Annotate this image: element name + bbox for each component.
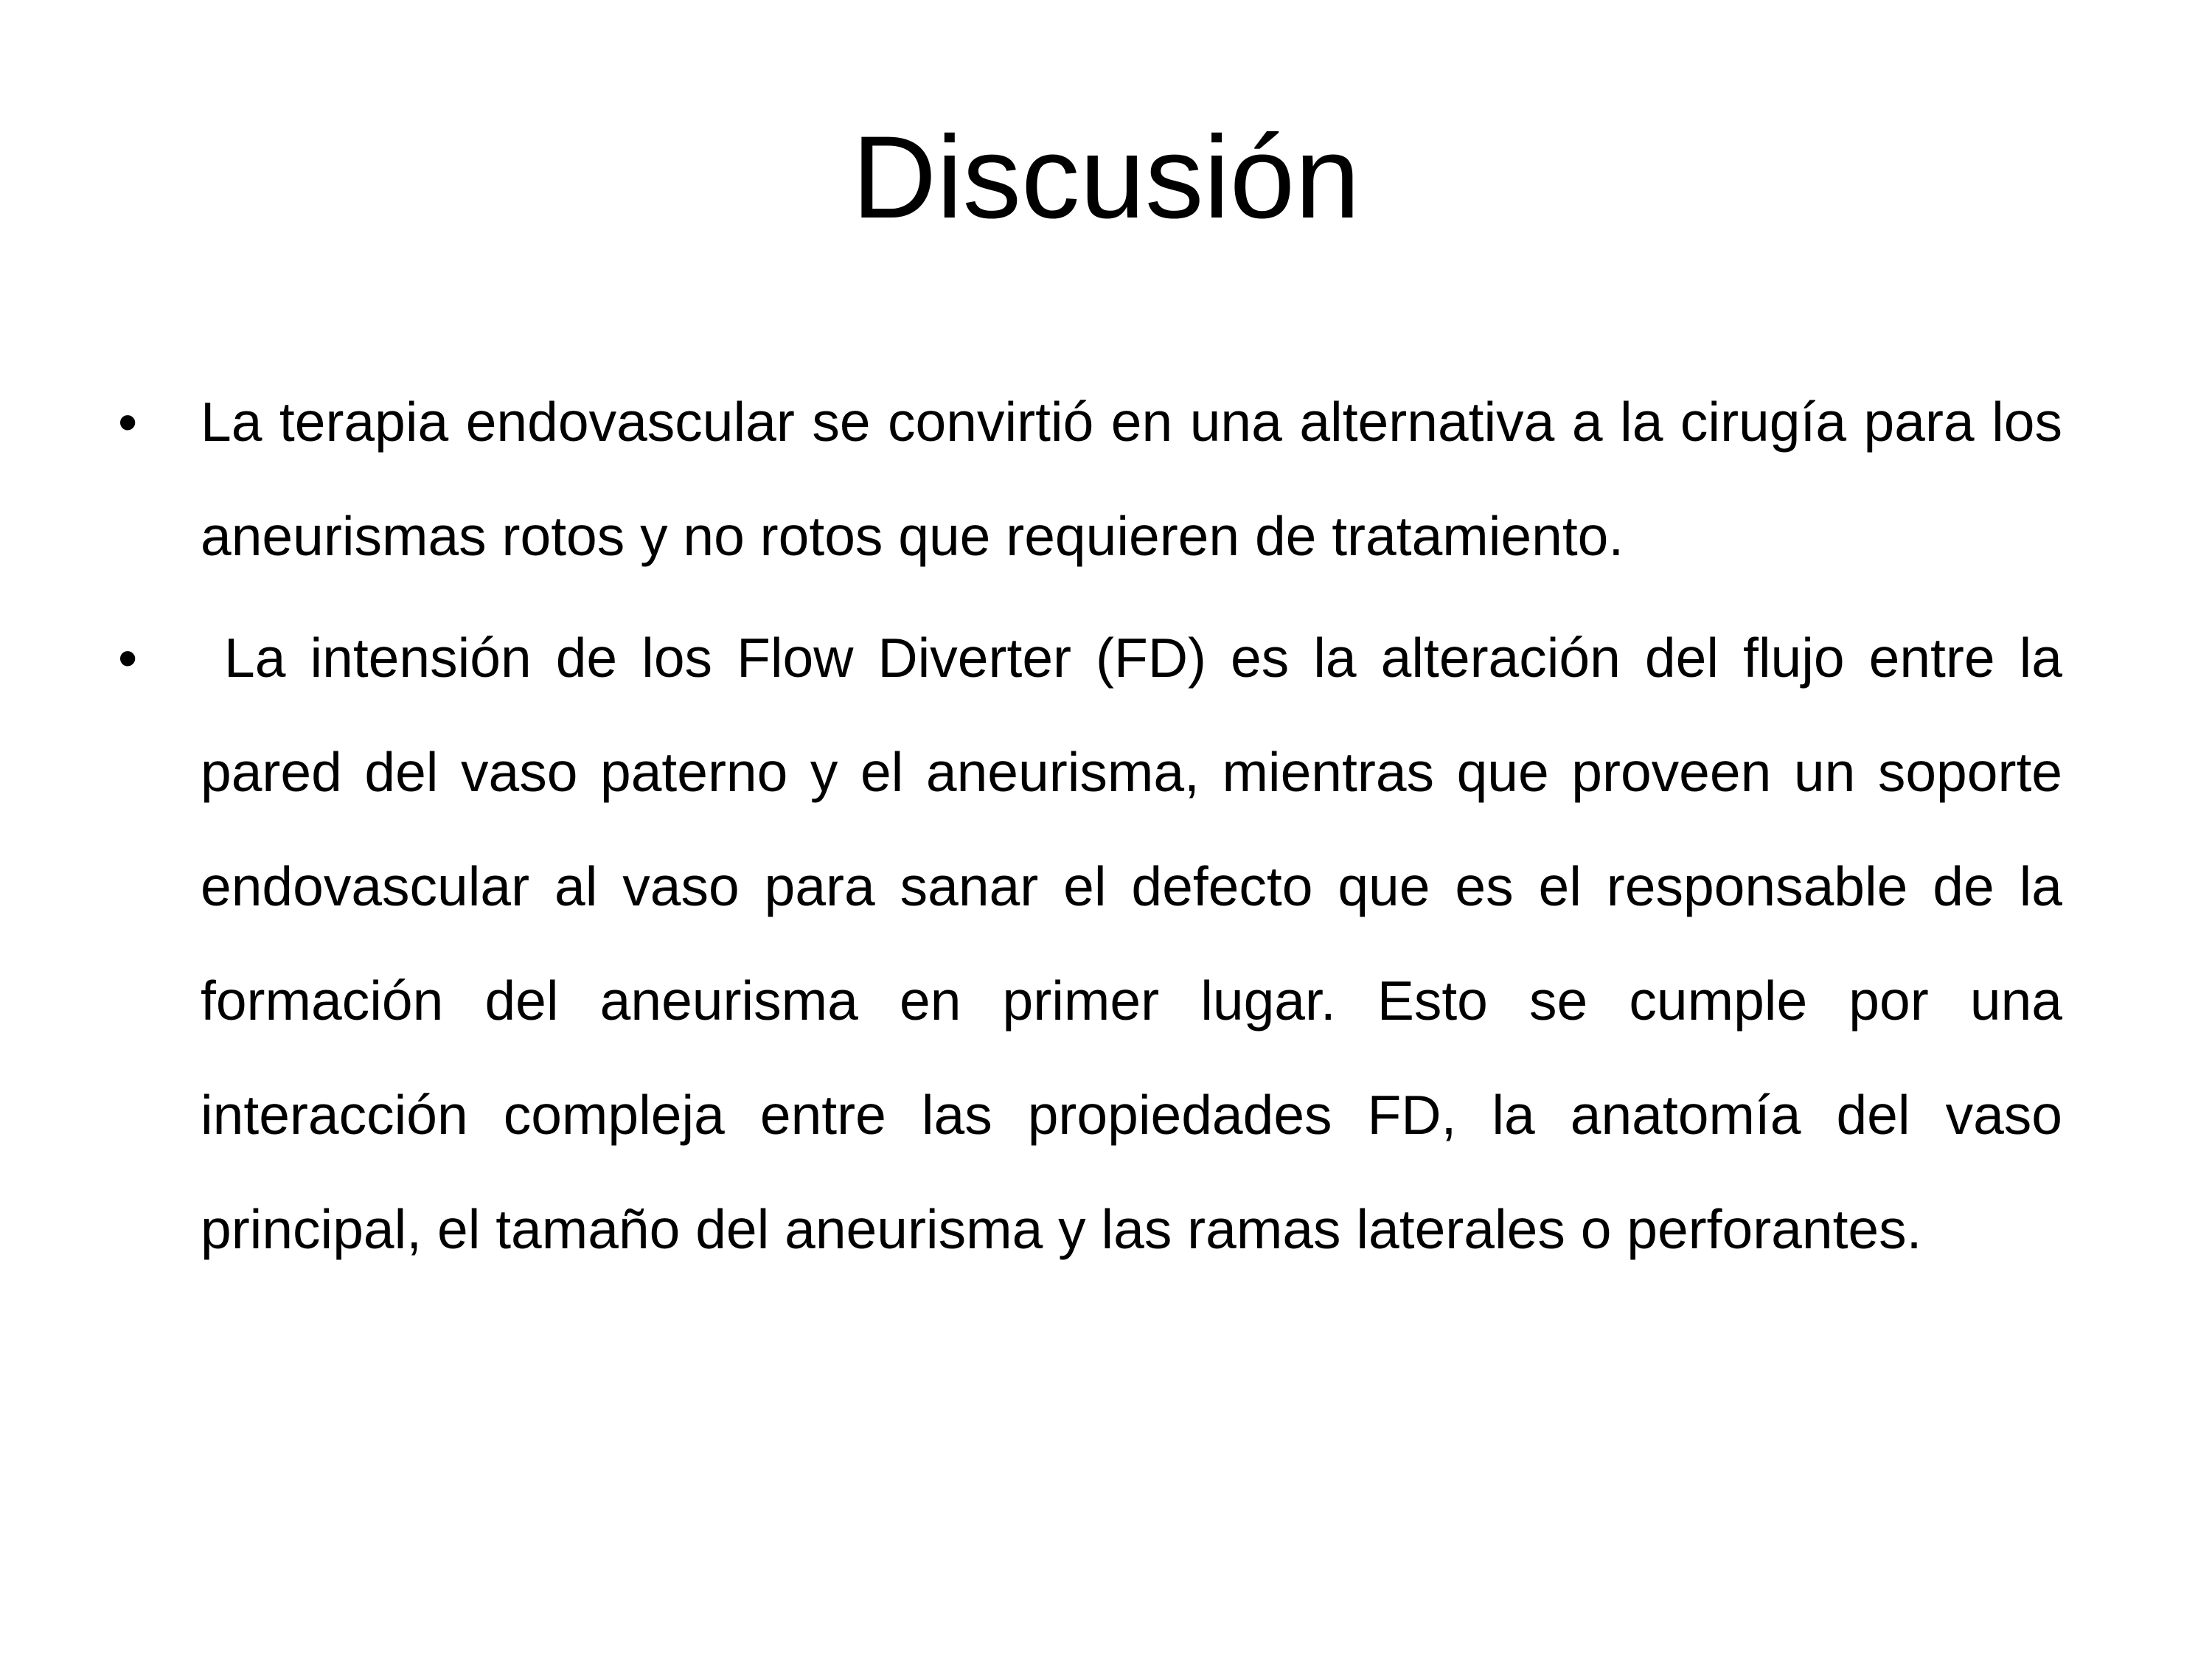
list-item xyxy=(118,365,2062,594)
list-item xyxy=(118,601,2062,1287)
slide-title: Discusión xyxy=(852,111,1360,243)
bullet-icon: • xyxy=(118,391,138,453)
bullet-icon: • xyxy=(118,627,138,689)
bullet-text: La intensión de los Flow Diverter (FD) es la alteración del flujo entre la pared del vaso paterno y el aneurisma, mientras que proveen un soporte endovascular al vaso para sanar el defecto que es el responsable de la formación del aneurisma en primer lugar. Esto se cumple por una interacción compleja entre las propiedades FD, la anatomía del vaso principal, el tamaño del aneurisma y las ramas laterales o perforantes. xyxy=(201,627,2062,1260)
bullet-list xyxy=(118,365,2062,1294)
bullet-text: La terapia endovascular se convirtió en una alternativa a la cirugía para los aneurismas rotos y no rotos que requieren de tratamiento. xyxy=(201,391,2062,567)
